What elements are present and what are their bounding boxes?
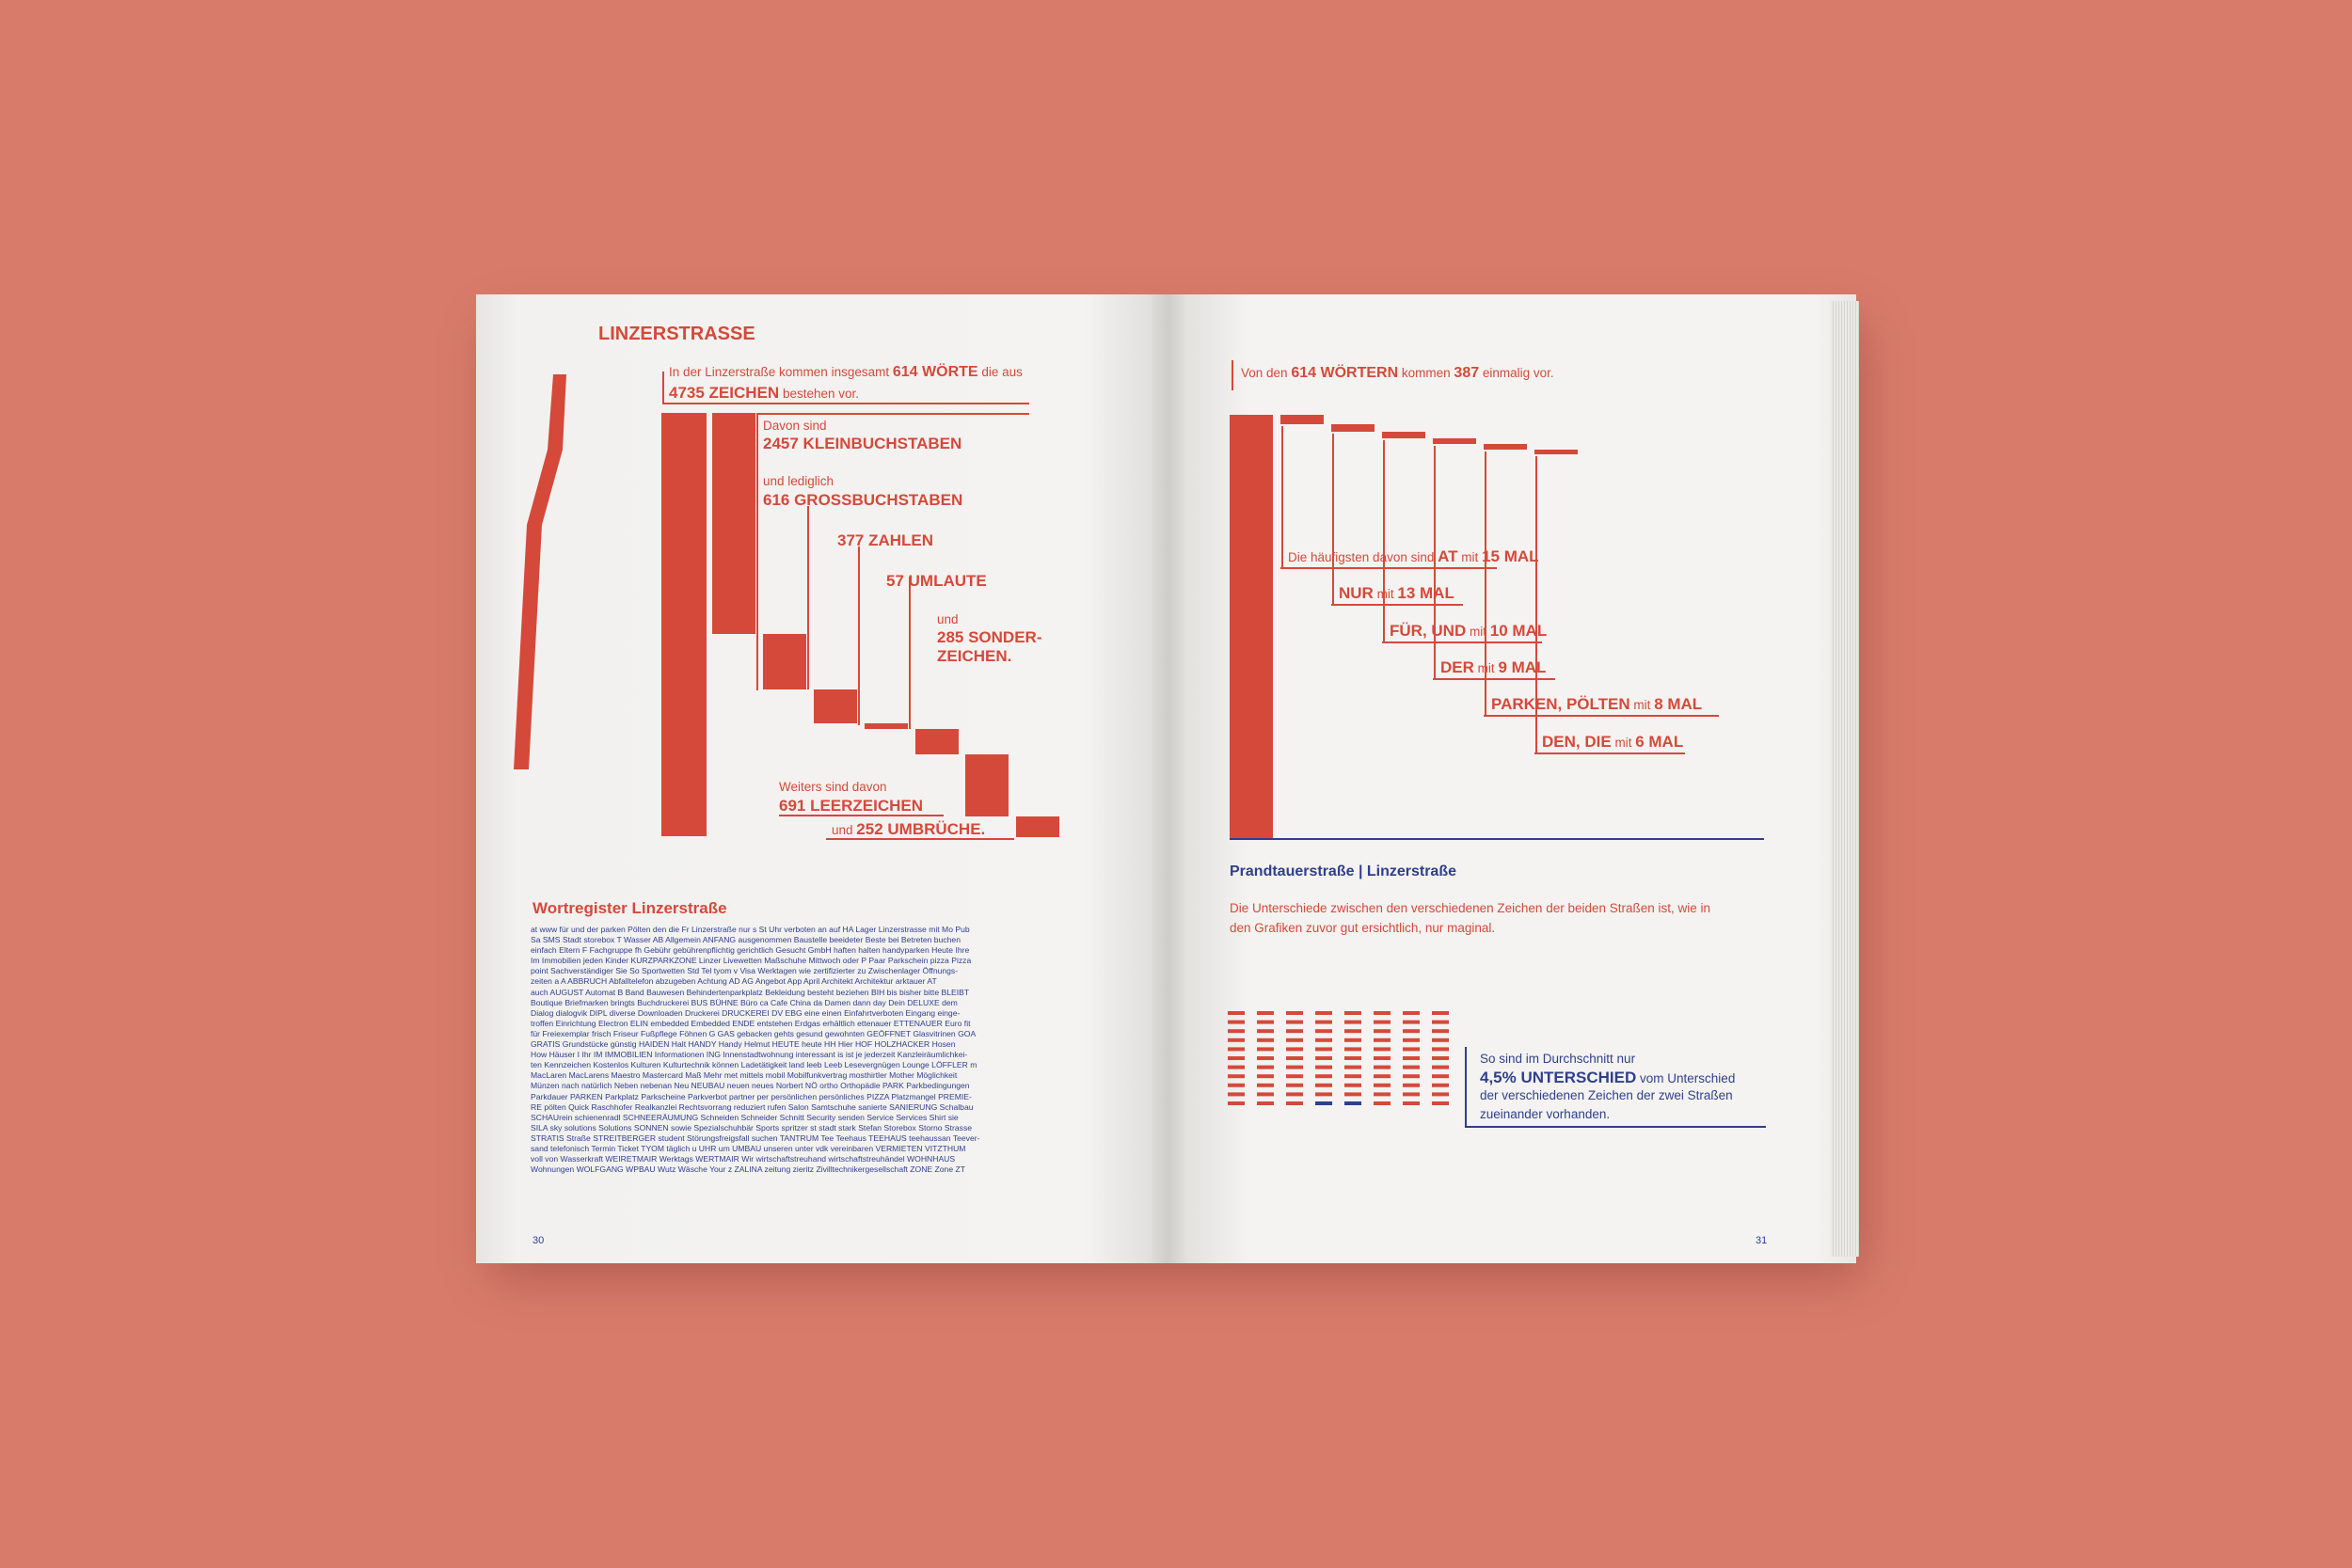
- bar-line-breaks: [1016, 816, 1059, 837]
- diff-rule: [1465, 1126, 1766, 1128]
- freq-bar-der: [1433, 438, 1476, 444]
- uppercase-pre: und lediglich: [763, 474, 834, 488]
- dash-mark-red: [1432, 1092, 1449, 1096]
- register-line: auch AUGUST Automat B Band Bauwesen Behindertenparkplatz Bekleidung besteht beziehen BIH bis bisher bitte BLEIBT: [531, 987, 970, 997]
- lowercase-value: 2457 KLEINBUCHSTABEN: [763, 435, 962, 452]
- dash-mark-red: [1374, 1084, 1391, 1087]
- freq-rule-3: [1382, 641, 1542, 643]
- dash-mark-red: [1286, 1092, 1303, 1096]
- spaces-value: 691 LEERZEICHEN: [779, 797, 924, 815]
- bar-numbers: [814, 689, 857, 723]
- dash-mark-red: [1432, 1066, 1449, 1069]
- dash-mark-red: [1403, 1074, 1420, 1078]
- dash-mark-red: [1403, 1021, 1420, 1024]
- dash-mark-red: [1286, 1047, 1303, 1051]
- freq-bar-parken-poelten: [1484, 444, 1527, 450]
- page-edges: [1831, 301, 1859, 1257]
- dash-mark-red: [1315, 1047, 1332, 1051]
- dash-mark-red: [1374, 1038, 1391, 1042]
- dash-mark-red: [1432, 1084, 1449, 1087]
- bar-spaces: [965, 754, 1009, 816]
- register-line: at www für und der parken Pölten den die Fr Linzerstraße nur s St Uhr verboten an auf HA Lager Linzerstrasse mit Mo Pub: [531, 925, 970, 934]
- spaces-pre: Weiters sind davon: [779, 780, 887, 794]
- dash-mark-red: [1315, 1066, 1332, 1069]
- freq-label-4: DER mit 9 MAL: [1440, 658, 1547, 676]
- freq-rule-5: [1484, 715, 1719, 717]
- register-line: troffen Einrichtung Electron ELIN embedded Embedded ENDE entstehen Erdgas erhältlich ettenauer ETTENAUER Euro fit: [531, 1018, 971, 1028]
- register-line: sand telefonisch Termin Ticket TYOM täglich u UHR um UMBAU unseren unter vdk vereinbaren VERMIETEN VITZTHUM: [531, 1143, 966, 1153]
- dash-mark-red: [1374, 1092, 1391, 1096]
- dash-mark-red: [1286, 1021, 1303, 1024]
- dash-mark-red: [1228, 1038, 1245, 1042]
- dash-mark-red: [1344, 1011, 1361, 1015]
- bar-special: [915, 729, 959, 754]
- freq-line-1: [1281, 426, 1283, 567]
- dash-mark-red: [1257, 1066, 1274, 1069]
- dash-mark-red: [1315, 1084, 1332, 1087]
- dash-mark-red: [1374, 1056, 1391, 1060]
- register-line: Wohnungen WOLFGANG WPBAU Wutz Wäsche Your z ZALINA zeitung zieritz Zivilltechnikergesellschaft ZONE Zone ZT: [531, 1164, 966, 1175]
- register-line: SCHAUrein schienenradl SCHNEERÄUMUNG Schneiden Schneider Schnitt Security senden Service Services Shirt sie: [531, 1112, 959, 1122]
- dash-mark-red: [1315, 1038, 1332, 1042]
- dash-mark-red: [1374, 1011, 1391, 1015]
- register-line: Parkdauer PARKEN Parkplatz Parkscheine Parkverbot partner per persönlichen persönliches PIZZA Platzmangel PREMIE-: [531, 1091, 972, 1101]
- register-line: point Sachverständiger Sie So Sportwetten Std Tel tyom v Visa Werktagen wie zertifizierter zu Zwischenlager Öffnungs-: [531, 966, 959, 976]
- dash-mark-red: [1257, 1029, 1274, 1033]
- register-line: MacLaren MacLarens Maestro Mastercard Maß Mehr met mittels mobil Mobilfunkvertrag mosthirtler Mother Möglichkeit: [531, 1070, 958, 1081]
- register-line: SILA sky solutions Solutions SONNEN sowie Spezialschuhbär Sports spritzer st stadt stark Stefan Storebox Storno Strasse: [531, 1122, 973, 1132]
- intro-line-2: 4735 ZEICHEN bestehen vor.: [669, 384, 859, 402]
- register-line: GRATIS Grundstücke günstig HAIDEN Halt HANDY Handy Helmut HEUTE heute HH Hier HOF HOLZHACKER Hosen: [531, 1039, 956, 1050]
- dash-mark-red: [1432, 1056, 1449, 1060]
- freq-rule-2: [1331, 604, 1463, 606]
- diff-line-4: zueinander vorhanden.: [1480, 1107, 1611, 1121]
- compare-heading: Prandtauerstraße | Linzerstraße: [1230, 863, 1456, 879]
- intro-tick-right: [1232, 360, 1233, 390]
- dash-mark-red: [1257, 1092, 1274, 1096]
- freq-label-3: FÜR, UND mit 10 MAL: [1390, 622, 1548, 640]
- bar-uppercase: [763, 634, 806, 689]
- register-line: Münzen nach natürlich Neben nebenan Neu NEUBAU neuen neues Norbert NÖ ortho Orthopädie PARK Parkbedingungen: [531, 1081, 970, 1091]
- dash-mark-red: [1344, 1084, 1361, 1087]
- dash-mark-red: [1228, 1047, 1245, 1051]
- dash-mark-red: [1228, 1021, 1245, 1024]
- dash-mark-red: [1403, 1084, 1420, 1087]
- freq-bar-den-die: [1534, 450, 1578, 454]
- page-number-left: 30: [532, 1235, 545, 1246]
- connector-4: [909, 577, 911, 729]
- dash-mark-red: [1286, 1038, 1303, 1042]
- dash-mark-red: [1344, 1038, 1361, 1042]
- dash-mark-red: [1286, 1029, 1303, 1033]
- dash-mark-red: [1257, 1074, 1274, 1078]
- dash-mark-red: [1344, 1021, 1361, 1024]
- dash-mark-red: [1257, 1011, 1274, 1015]
- freq-rule-1: [1280, 567, 1497, 569]
- intro-rule: [662, 403, 1029, 404]
- dash-mark-red: [1432, 1011, 1449, 1015]
- dash-mark-red: [1257, 1084, 1274, 1087]
- register-line: voll von Wasserkraft WEIRETMAIR Werktags WERTMAIR Wir wirtschaftstreuhand wirtschaftstreuhändel WOHNHAUS: [531, 1154, 956, 1164]
- dash-mark-red: [1374, 1047, 1391, 1051]
- slanted-strip: [514, 374, 570, 769]
- connector-2: [807, 506, 809, 689]
- dash-mark-red: [1432, 1029, 1449, 1033]
- dash-mark-red: [1228, 1101, 1245, 1105]
- register-line: Im Immobilien jeden Kinder KURZPARKZONE Linzer Livewetten Maßschuhe Mittwoch oder P Paar Parkschein pizza Pizza: [531, 956, 972, 966]
- register-line: Dialog dialogvik DIPL diverse Downloaden Druckerei DRUCKEREI DV EBG eine einen Einfahrtverboten Eingang einge-: [531, 1007, 961, 1018]
- diff-line-1: So sind im Durchschnitt nur: [1480, 1052, 1636, 1066]
- diff-line-3: der verschiedenen Zeichen der zwei Straßen: [1480, 1088, 1733, 1102]
- special-line-1: 285 SONDER-: [937, 628, 1042, 646]
- words-intro: Von den 614 WÖRTERN kommen 387 einmalig vor.: [1241, 365, 1554, 381]
- dash-mark-red: [1315, 1011, 1332, 1015]
- dash-mark-red: [1228, 1092, 1245, 1096]
- breaks-rule: [826, 838, 1014, 840]
- dash-mark-red: [1228, 1056, 1245, 1060]
- freq-label-6: DEN, DIE mit 6 MAL: [1542, 733, 1684, 751]
- dash-mark-red: [1432, 1074, 1449, 1078]
- register-line: für Freiexemplar frisch Friseur Fußpflege Föhnen G GAS gebacken gehts gesund gewohnten GEÖFFNET Glasvitrinen GOA: [531, 1028, 977, 1038]
- dash-mark-red: [1344, 1047, 1361, 1051]
- register-heading: Wortregister Linzerstraße: [532, 899, 727, 917]
- dash-mark-red: [1374, 1029, 1391, 1033]
- dash-mark-red: [1403, 1011, 1420, 1015]
- dash-mark-red: [1286, 1084, 1303, 1087]
- dash-mark-red: [1228, 1029, 1245, 1033]
- freq-line-5: [1485, 451, 1486, 715]
- spaces-rule: [779, 815, 944, 816]
- freq-bar-at: [1280, 415, 1324, 424]
- dash-mark-red: [1344, 1029, 1361, 1033]
- left-page: [476, 294, 1168, 1263]
- register-line: zeiten a A ABBRUCH Abfalltelefon abzugeben Achtung AD AG Angebot App April Architekt Architektur arktauer AT: [531, 976, 937, 987]
- dash-mark-red: [1403, 1047, 1420, 1051]
- dash-mark-red: [1344, 1092, 1361, 1096]
- dash-mark-red: [1374, 1066, 1391, 1069]
- dash-mark-red: [1257, 1056, 1274, 1060]
- dash-mark-red: [1257, 1038, 1274, 1042]
- dash-mark-red: [1432, 1047, 1449, 1051]
- freq-bar-nur: [1331, 424, 1375, 432]
- bar-umlauts: [865, 723, 908, 729]
- freq-bar-fuer-und: [1382, 432, 1425, 438]
- freq-label-5: PARKEN, PÖLTEN mit 8 MAL: [1491, 695, 1703, 713]
- register-line: Sa SMS Stadt storebox T Wasser AB Allgemein ANFANG ausgenommen Baustelle beeideter Beste bei Betreten buchen: [531, 935, 961, 945]
- dash-mark-red: [1228, 1074, 1245, 1078]
- page-title: LINZERSTRASSE: [598, 324, 755, 344]
- special-pre: und: [937, 612, 959, 626]
- blue-divider: [1230, 838, 1764, 840]
- dash-mark-red: [1344, 1056, 1361, 1060]
- bar-total-chars: [661, 413, 707, 836]
- numbers-value: 377 ZAHLEN: [837, 531, 934, 549]
- dash-mark-red: [1286, 1066, 1303, 1069]
- dash-mark-red: [1374, 1074, 1391, 1078]
- dash-mark-red: [1403, 1066, 1420, 1069]
- umlauts-value: 57 UMLAUTE: [886, 572, 987, 590]
- compare-text-2: den Grafiken zuvor gut ersichtlich, nur maginal.: [1230, 921, 1496, 935]
- intro-tick: [662, 372, 664, 404]
- diff-line-2: 4,5% UNTERSCHIED vom Unterschied: [1480, 1069, 1736, 1086]
- connector-1: [756, 413, 758, 690]
- dash-mark-red: [1228, 1084, 1245, 1087]
- bar-total-words: [1230, 415, 1273, 838]
- dash-mark-blue: [1315, 1101, 1332, 1105]
- page-number-right: 31: [1756, 1235, 1768, 1246]
- intro-line-1: In der Linzerstraße kommen insgesamt 614 WÖRTE die aus: [669, 364, 1023, 380]
- compare-text-1: Die Unterschiede zwischen den verschiedenen Zeichen der beiden Straßen ist, wie in: [1230, 901, 1711, 915]
- dash-mark-red: [1403, 1092, 1420, 1096]
- bar-lowercase: [712, 413, 755, 634]
- freq-label-2: NUR mit 13 MAL: [1339, 584, 1454, 602]
- diff-tick: [1465, 1047, 1467, 1127]
- dash-mark-red: [1257, 1047, 1274, 1051]
- breaks-pre: und 252 UMBRÜCHE.: [832, 820, 986, 838]
- freq-rule-6: [1534, 752, 1685, 754]
- connector-3: [858, 546, 860, 725]
- dash-mark-red: [1257, 1021, 1274, 1024]
- dash-mark-red: [1432, 1038, 1449, 1042]
- dash-grid: [1228, 1011, 1463, 1115]
- dash-mark-red: [1374, 1101, 1391, 1105]
- register-text: [531, 925, 1095, 1175]
- freq-rule-4: [1433, 678, 1555, 680]
- dash-mark-red: [1286, 1056, 1303, 1060]
- freq-line-3: [1383, 440, 1385, 641]
- right-page: [1168, 294, 1856, 1263]
- dash-mark-red: [1315, 1074, 1332, 1078]
- freq-line-2: [1332, 434, 1334, 604]
- dash-mark-red: [1432, 1101, 1449, 1105]
- dash-mark-red: [1315, 1056, 1332, 1060]
- register-line: einfach Eltern F Fachgruppe fh Gebühr gebührenpflichtig gerichtlich Gesucht GmbH haften halten handyparken Heute Ihre: [531, 945, 970, 956]
- dash-mark-red: [1403, 1056, 1420, 1060]
- dash-mark-red: [1403, 1038, 1420, 1042]
- dash-mark-red: [1315, 1092, 1332, 1096]
- uppercase-value: 616 GROSSBUCHSTABEN: [763, 491, 963, 509]
- dash-mark-red: [1257, 1101, 1274, 1105]
- register-line: How Häuser I Ihr IM IMMOBILIEN Informationen ING Innenstadtwohnung interessant is ist je jederzeit Kanzleiräumlichkei-: [531, 1050, 968, 1060]
- register-line: Boutique Briefmarken bringts Buchdruckerei BUS BÜHNE Büro ca Cafe China da Damen dann day Dein DELUXE dem: [531, 997, 958, 1007]
- dash-mark-red: [1403, 1029, 1420, 1033]
- dash-mark-red: [1228, 1011, 1245, 1015]
- special-line-2: ZEICHEN.: [937, 647, 1012, 665]
- dash-mark-red: [1228, 1066, 1245, 1069]
- dash-mark-red: [1403, 1101, 1420, 1105]
- dash-mark-red: [1374, 1021, 1391, 1024]
- register-line: RE pölten Quick Raschhofer Realkanzlei Rechtsvorrang reduziert rufen Salon Samtschuhe sanierte SANIERUNG Schalbau: [531, 1101, 974, 1112]
- dash-mark-red: [1344, 1066, 1361, 1069]
- register-line: ten Kennzeichen Kostenlos Kulturen Kulturtechnik können Ladetätigkeit land leeb Leeb Lesevergnügen Lounge LÖFFLER m: [531, 1060, 977, 1070]
- lowercase-pre: Davon sind: [763, 419, 827, 433]
- freq-label-1: Die häufigsten davon sind AT mit 15 MAL: [1288, 547, 1539, 565]
- dash-mark-red: [1315, 1029, 1332, 1033]
- connector-top: [756, 413, 1029, 415]
- dash-mark-blue: [1344, 1101, 1361, 1105]
- dash-mark-red: [1286, 1011, 1303, 1015]
- register-line: STRATIS Straße STREITBERGER student Störungsfreigsfall suchen TANTRUM Tee Teehaus TEEHAUS teehaussan Teever-: [531, 1132, 980, 1143]
- dash-mark-red: [1286, 1074, 1303, 1078]
- dash-mark-red: [1286, 1101, 1303, 1105]
- dash-mark-red: [1344, 1074, 1361, 1078]
- dash-mark-red: [1432, 1021, 1449, 1024]
- dash-mark-red: [1315, 1021, 1332, 1024]
